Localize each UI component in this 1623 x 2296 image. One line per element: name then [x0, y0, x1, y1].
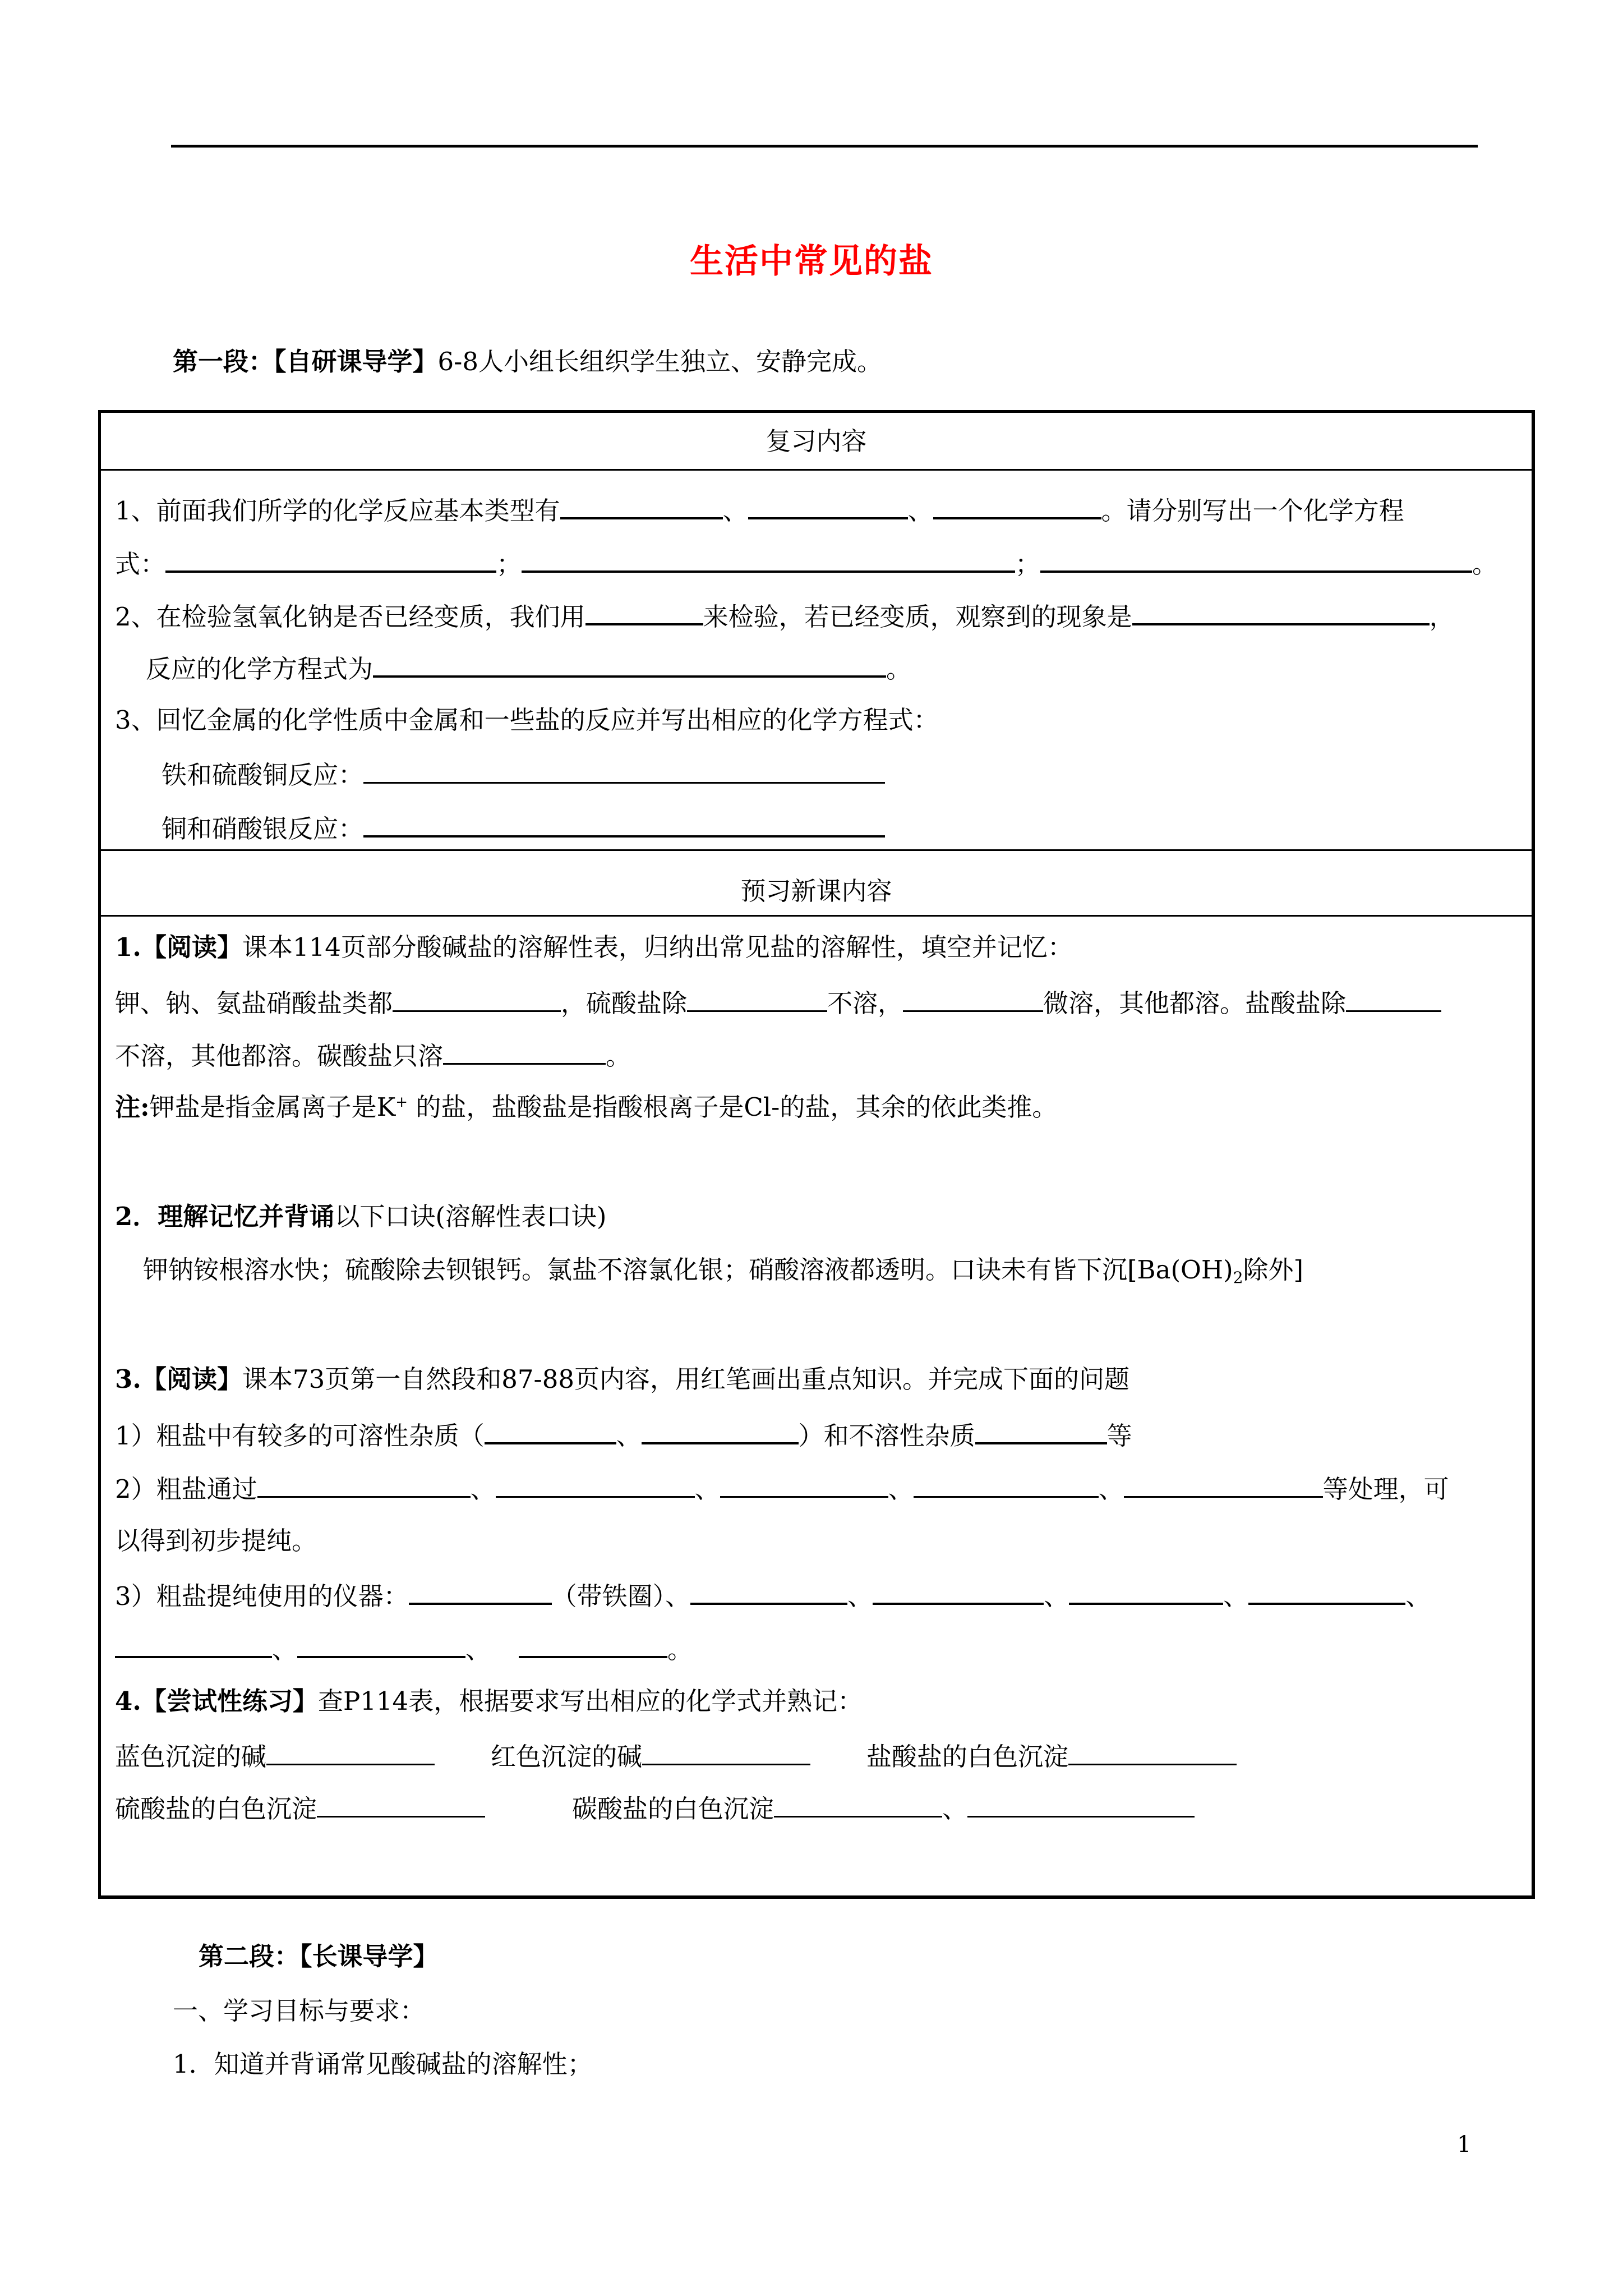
- review-q2-line2: 反应的化学方程式为 。: [146, 654, 912, 684]
- section2-objectives: 一、学习目标与要求：: [173, 1996, 426, 2026]
- review-q3-iron: 铁和硫酸铜反应：: [162, 761, 885, 788]
- preview-p4-line1: 蓝色沉淀的碱 红色沉淀的碱 盐酸盐的白色沉淀: [115, 1742, 1237, 1769]
- preview-header: 预习新课内容: [740, 876, 892, 906]
- review-q3-copper: 铜和硝酸银反应：: [162, 814, 885, 841]
- preview-p3-q1: 1）粗盐中有较多的可溶性杂质（ 、 ）和不溶性杂质 等: [115, 1421, 1132, 1451]
- section2-item1: 1．知道并背诵常见酸碱盐的溶解性；: [173, 2049, 593, 2079]
- review-q2-line1: 2、在检验氢氧化钠是否已经变质，我们用 来检验，若已经变质，观察到的现象是 ，: [115, 602, 1455, 632]
- preview-p2-intro: 2．理解记忆并背诵以下口诀(溶解性表口诀): [115, 1202, 607, 1231]
- table-divider: [101, 915, 1532, 917]
- worksheet-table: [98, 410, 1535, 1899]
- preview-p1-note: 注:钾盐是指金属离子是K+ 的盐，盐酸盐是指酸根离子是Cl-的盐，其余的依此类推。: [115, 1092, 1058, 1122]
- preview-p3-intro: 3.【阅读】课本73页第一自然段和87-88页内容，用红笔画出重点知识。并完成下面的问题: [115, 1364, 1129, 1394]
- review-q1-line2: 式： ； ； 。: [115, 549, 1498, 579]
- preview-p1-line2: 钾、钠、氨盐硝酸盐类都 ，硫酸盐除 不溶， 微溶，其他都溶。盐酸盐除: [115, 989, 1441, 1016]
- preview-p3-q2-cont: 以得到初步提纯。: [115, 1526, 317, 1556]
- preview-p1-intro: 1.【阅读】课本114页部分酸碱盐的溶解性表，归纳出常见盐的溶解性，填空并记忆：: [115, 932, 1073, 962]
- review-q1-line1: 1、前面我们所学的化学反应基本类型有 、 、 。请分别写出一个化学方程: [115, 496, 1404, 526]
- header-rule: [171, 145, 1478, 148]
- section2-heading: 第二段：【长课导学】: [199, 1941, 439, 1971]
- review-header: 复习内容: [766, 426, 867, 456]
- preview-p3-q2: 2）粗盐通过 、 、 、 、 等处理，可: [115, 1474, 1449, 1504]
- preview-p4-line2: 硫酸盐的白色沉淀 碳酸盐的白色沉淀 、: [115, 1795, 1195, 1821]
- preview-p3-q3-cont: 、 、 。: [115, 1635, 693, 1662]
- preview-p4-intro: 4.【尝试性练习】查P114表，根据要求写出相应的化学式并熟记：: [115, 1686, 863, 1716]
- preview-p2-rhyme: 钾钠铵根溶水快；硫酸除去钡银钙。氯盐不溶氯化银；硝酸溶液都透明。口诀未有皆下沉[$Ba(OH)_2$除外]: [143, 1255, 1304, 1287]
- preview-p1-line3: 不溶，其他都溶。碳酸盐只溶 。: [115, 1041, 631, 1071]
- page-number: 1: [1457, 2132, 1472, 2157]
- table-divider: [101, 849, 1532, 851]
- preview-p3-q3: 3）粗盐提纯使用的仪器： （带铁圈）、 、 、 、 、: [115, 1581, 1431, 1611]
- table-divider: [101, 469, 1532, 471]
- page-title: 生活中常见的盐: [690, 242, 933, 281]
- section1-heading: 第一段：【自研课导学】6-8人小组长组织学生独立、安静完成。: [173, 347, 882, 376]
- review-q3-intro: 3、回忆金属的化学性质中金属和一些盐的反应并写出相应的化学方程式：: [115, 705, 939, 735]
